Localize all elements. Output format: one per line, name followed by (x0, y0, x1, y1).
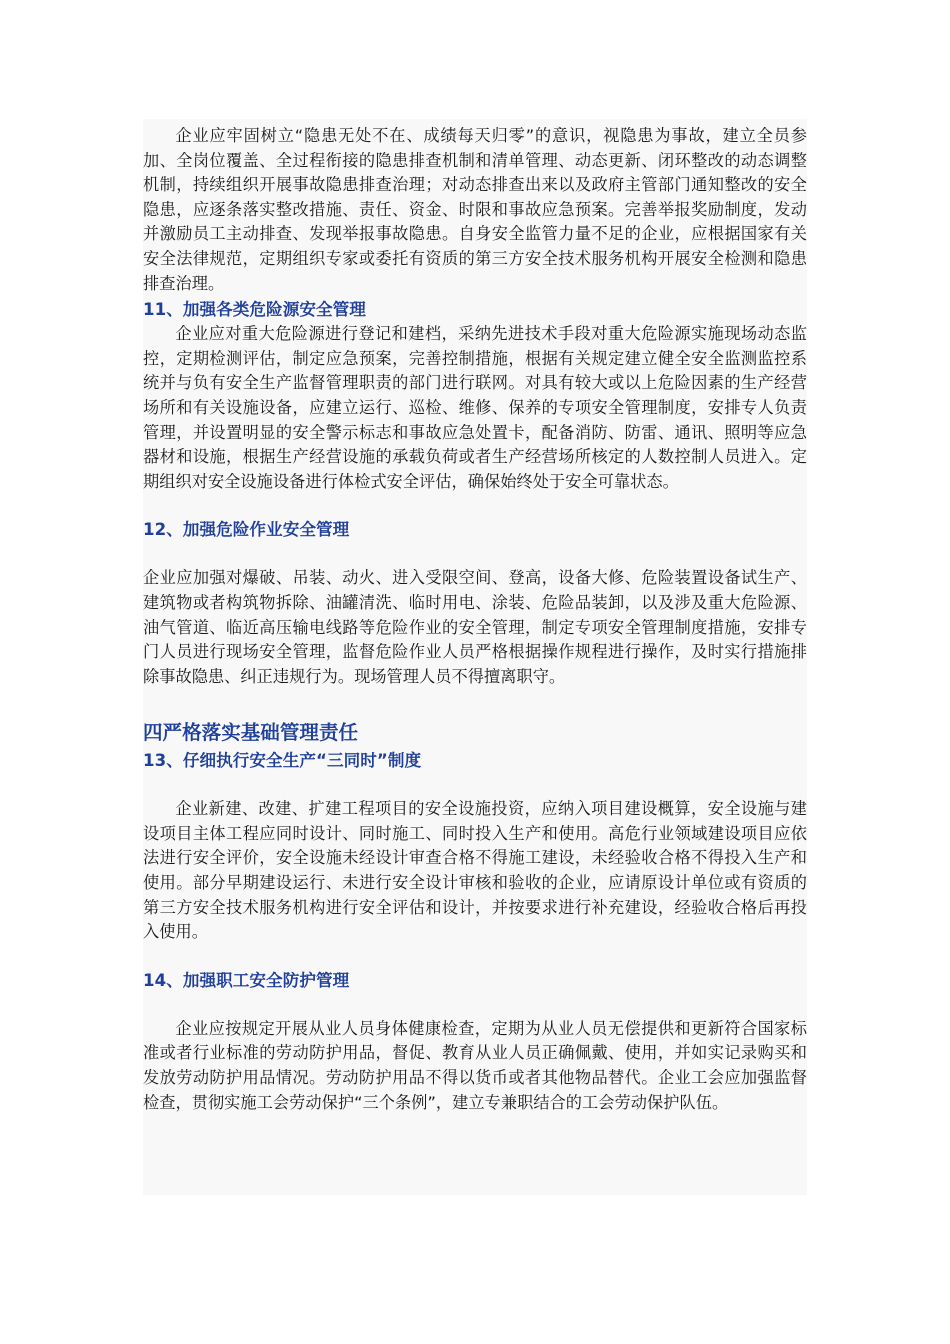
document-body (143, 124, 807, 1115)
spacer (143, 773, 807, 797)
section-14-paragraph: 企业应按规定开展从业人员身体健康检查，定期为从业人员无偿提供和更新符合国家标准或者行业标准的劳动防护用品，督促、教育从业人员正确佩戴、使用，并如实记录购买和发放劳动防护用品情况。劳动防护用品不得以货币或者其他物品替代。企业工会应加强监督检查，贯彻实施工会劳动保护“三个条例”，建立专兼职结合的工会劳动保护队伍。 (143, 1018, 807, 1112)
spacer (143, 494, 807, 518)
section-13-heading: 13、仔细执行安全生产“三同时”制度 (143, 751, 422, 771)
section-11-heading: 11、加强各类危险源安全管理 (143, 300, 366, 320)
spacer (143, 945, 807, 969)
section-14-heading: 14、加强职工安全防护管理 (143, 970, 350, 990)
spacer (143, 542, 807, 566)
section-12-paragraph: 企业应加强对爆破、吊装、动火、进入受限空间、登高，设备大修、危险装置设备试生产、建筑物或者构筑物拆除、油罐清洗、临时用电、涂装、危险品装卸，以及涉及重大危险源、油气管道、临近高压输电线路等危险作业的安全管理，制定专项安全管理制度措施，安排专门人员进行现场安全管理，监督危险作业人员严格根据操作规程进行操作，及时实行措施排除事故隐患、纠正违规行为。现场管理人员不得擅离职守。 (143, 568, 807, 686)
spacer (143, 689, 807, 719)
intro-paragraph: 企业应牢固树立“隐患无处不在、成绩每天归零”的意识，视隐患为事故，建立全员参加、全岗位覆盖、全过程衔接的隐患排查机制和清单管理、动态更新、闭环整改的动态调整机制，持续组织开展事故隐患排查治理；对动态排查出来以及政府主管部门通知整改的安全隐患，应逐条落实整改措施、责任、资金、时限和事故应急预案。完善举报奖励制度，发动并激励员工主动排查、发现举报事故隐患。自身安全监管力量不足的企业，应根据国家有关安全法律规范，定期组织专家或委托有资质的第三方安全技术服务机构开展安全检测和隐患排查治理。 (143, 126, 807, 293)
chapter-4-heading: 四严格落实基础管理责任 (143, 721, 359, 745)
section-12-heading: 12、加强危险作业安全管理 (143, 520, 350, 540)
section-13-paragraph: 企业新建、改建、扩建工程项目的安全设施投资，应纳入项目建设概算，安全设施与建设项目主体工程应同时设计、同时施工、同时投入生产和使用。高危行业领域建设项目应依法进行安全评价，安全设施未经设计审查合格不得施工建设，未经验收合格不得投入生产和使用。部分早期建设运行、未进行安全设计审核和验收的企业，应请原设计单位或有资质的第三方安全技术服务机构进行安全评估和设计，并按要求进行补充建设，经验收合格后再投入使用。 (143, 799, 807, 942)
section-11-paragraph: 企业应对重大危险源进行登记和建档，采纳先进技术手段对重大危险源实施现场动态监控，定期检测评估，制定应急预案，完善控制措施，根据有关规定建立健全安全监测监控系统并与负有安全生产监督管理职责的部门进行联网。对具有较大或以上危险因素的生产经营场所和有关设施设备，应建立运行、巡检、维修、保养的专项安全管理制度，安排专人负责管理，并设置明显的安全警示标志和事故应急处置卡，配备消防、防雷、通讯、照明等应急器材和设施，根据生产经营设施的承载负荷或者生产经营场所核定的人数控制人员进入。定期组织对安全设施设备进行体检式安全评估，确保始终处于安全可靠状态。 (143, 324, 807, 491)
spacer (143, 993, 807, 1017)
